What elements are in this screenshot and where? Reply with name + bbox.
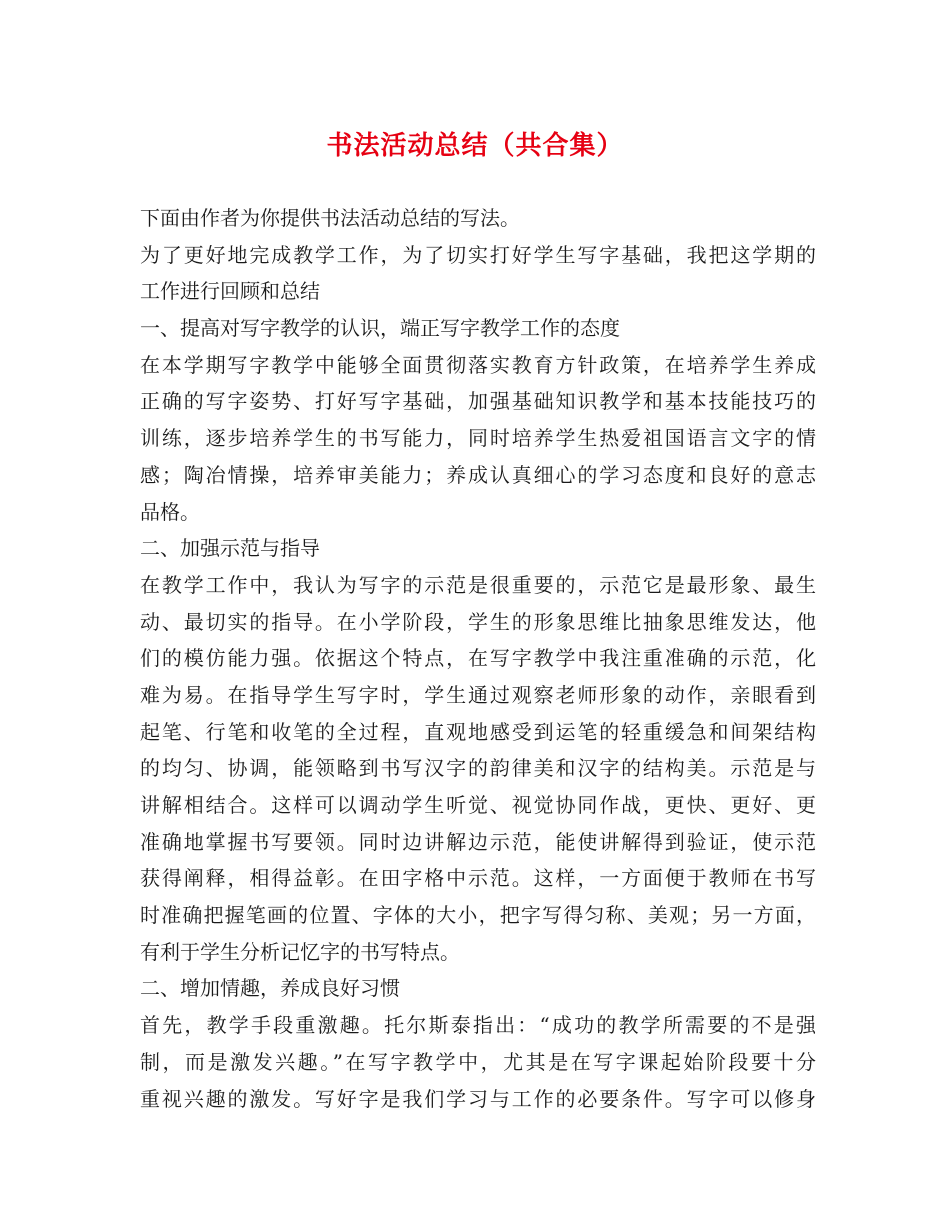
- text-line: 难为易。在指导学生写字时，学生通过观察老师形象的动作，亲眼看到: [140, 682, 816, 707]
- section-heading: 二、加强示范与指导: [140, 536, 320, 561]
- text-line: 有利于学生分析记忆字的书写特点。: [140, 939, 460, 964]
- document-title: 书法活动总结（共合集）: [326, 131, 624, 161]
- text-line: 的均匀、协调，能领略到书写汉字的韵律美和汉字的结构美。示范是与: [140, 756, 816, 781]
- text-line: 准确地掌握书写要领。同时边讲解边示范，能使讲解得到验证，使示范: [140, 829, 816, 854]
- text-line: 重视兴趣的激发。写好字是我们学习与工作的必要条件。写字可以修身: [140, 1086, 816, 1111]
- text-line: 起笔、行笔和收笔的全过程，直观地感受到运笔的轻重缓急和间架结构: [140, 719, 816, 744]
- text-line: 动、最切实的指导。在小学阶段，学生的形象思维比抽象思维发达，他: [140, 609, 816, 634]
- text-line: 工作进行回顾和总结: [140, 279, 320, 304]
- text-line: 制，而是激发兴趣。”在写字教学中，尤其是在写字课起始阶段要十分: [140, 1049, 816, 1074]
- text-line: 获得阐释，相得益彰。在田字格中示范。这样，一方面便于教师在书写: [140, 866, 816, 891]
- text-line: 时准确把握笔画的位置、字体的大小，把字写得匀称、美观；另一方面，: [140, 903, 816, 928]
- text-line: 在本学期写字教学中能够全面贯彻落实教育方针政策，在培养学生养成: [140, 352, 816, 377]
- text-line: 训练，逐步培养学生的书写能力，同时培养学生热爱祖国语言文字的情: [140, 426, 816, 451]
- text-line: 品格。: [140, 499, 200, 524]
- text-line: 感；陶冶情操，培养审美能力；养成认真细心的学习态度和良好的意志: [140, 462, 816, 487]
- text-line: 首先，教学手段重激趣。托尔斯泰指出：“成功的教学所需要的不是强: [140, 1013, 816, 1038]
- text-line: 为了更好地完成教学工作，为了切实打好学生写字基础，我把这学期的: [140, 242, 816, 267]
- section-heading: 二、增加情趣，养成良好习惯: [140, 976, 400, 1001]
- text-line: 们的模仿能力强。依据这个特点，在写字教学中我注重准确的示范，化: [140, 646, 816, 671]
- text-line: 在教学工作中，我认为写字的示范是很重要的，示范它是最形象、最生: [140, 572, 816, 597]
- text-line: 讲解相结合。这样可以调动学生听觉、视觉协同作战，更快、更好、更: [140, 793, 816, 817]
- section-heading: 一、提高对写字教学的认识，端正写字教学工作的态度: [140, 316, 620, 341]
- text-line: 下面由作者为你提供书法活动总结的写法。: [140, 206, 520, 230]
- document-body: [140, 200, 816, 1117]
- text-line: 正确的写字姿势、打好写字基础，加强基础知识教学和基本技能技巧的: [140, 389, 816, 414]
